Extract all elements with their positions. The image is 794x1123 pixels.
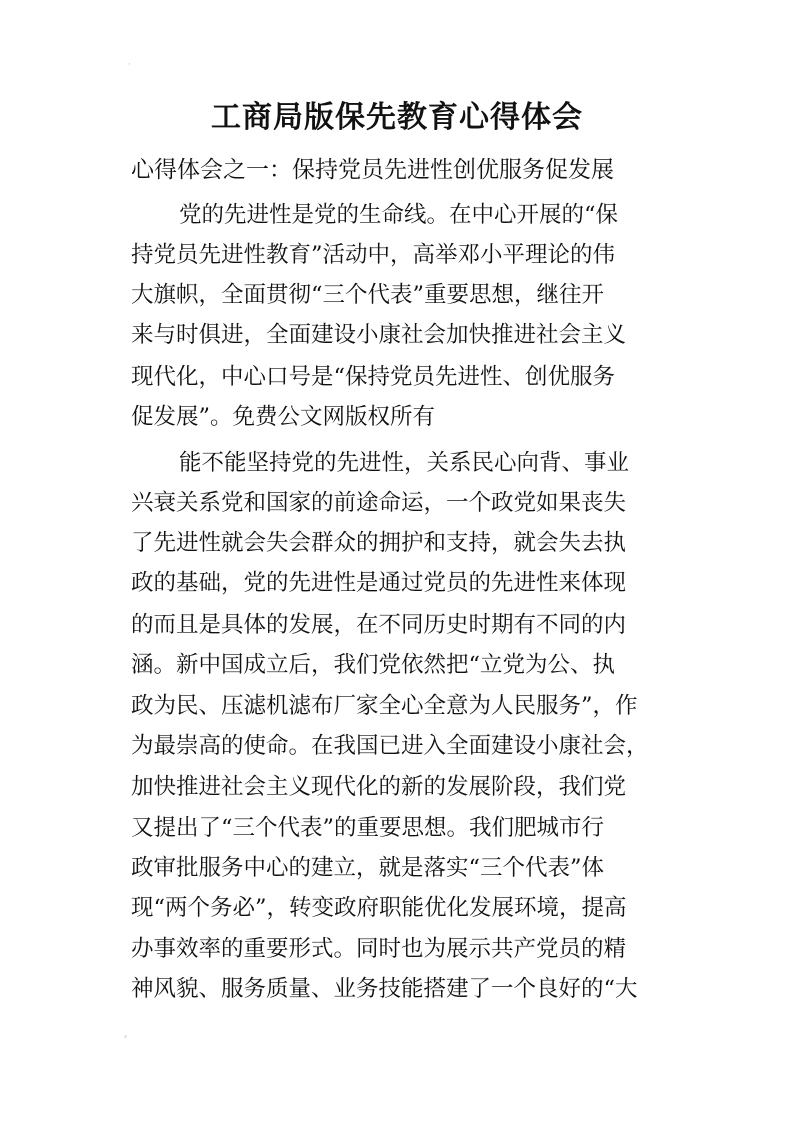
paragraph-2-line: 又提出了“三个代表”的重要思想。我们肥城市行 <box>131 815 605 841</box>
paragraph-1-line: 持党员先进性教育”活动中，高举邓小平理论的伟 <box>131 242 616 268</box>
paragraph-1-line: 现代化，中心口号是“保持党员先进性、创优服务 <box>131 364 616 390</box>
paragraph-2-line: 加快推进社会主义现代化的新的发展阶段，我们党 <box>131 774 627 800</box>
paragraph-1-line: 大旗帜，全面贯彻“三个代表”重要思想，继往开 <box>131 282 605 308</box>
paragraph-2-line: 政的基础，党的先进性是通过党员的先进性来体现 <box>131 570 627 596</box>
paragraph-2-line: 兴衰关系党和国家的前途命运，一个政党如果丧失 <box>131 490 627 516</box>
paragraph-2-line: 能不能坚持党的先进性，关系民心向背、事业 <box>179 450 630 476</box>
document-title: 工商局版保先教育心得体会 <box>211 100 583 135</box>
paragraph-2-line: 办事效率的重要形式。同时也为展示共产党员的精 <box>131 936 627 962</box>
paragraph-2-line: 为最崇高的使命。在我国已进入全面建设小康社会， <box>131 733 649 759</box>
paragraph-2-line: 政为民、压滤机滤布厂家全心全意为人民服务”，作 <box>131 693 638 719</box>
paragraph-2-line: 现“两个务必”，转变政府职能优化发展环境，提高 <box>131 895 627 921</box>
corner-mark-top: · <box>128 60 131 70</box>
paragraph-2-line: 神风貌、服务质量、业务技能搭建了一个良好的“大 <box>131 976 638 1002</box>
paragraph-2-line: 了先进性就会失会群众的拥护和支持，就会失去执 <box>131 530 627 556</box>
paragraph-2-line: 涵。新中国成立后，我们党依然把“立党为公、执 <box>131 652 616 678</box>
document-subtitle: 心得体会之一：保持党员先进性创优服务促发展 <box>131 157 614 183</box>
paragraph-1-line: 促发展”。免费公文网版权所有 <box>131 404 436 430</box>
paragraph-1-line: 党的先进性是党的生命线。在中心开展的“保 <box>179 202 619 228</box>
paragraph-1-line: 来与时俱进，全面建设小康社会加快推进社会主义 <box>131 322 627 348</box>
corner-mark-bottom: ⸗ <box>124 1032 127 1042</box>
paragraph-2-line: 的而且是具体的发展，在不同历史时期有不同的内 <box>131 612 627 638</box>
paragraph-2-line: 政审批服务中心的建立，就是落实“三个代表”体 <box>131 855 605 881</box>
